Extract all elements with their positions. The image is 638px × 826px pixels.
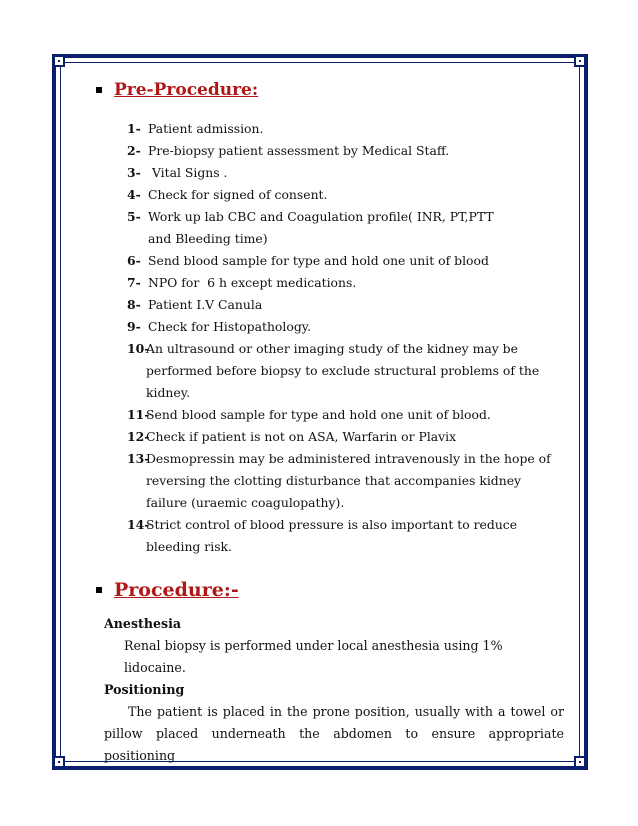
item-text: Pre-biopsy patient assessment by Medical Staff. — [148, 143, 450, 158]
item-number: 2- — [127, 143, 141, 158]
anesthesia-title: Anesthesia — [104, 616, 182, 631]
item-text: Check for Histopathology. — [148, 319, 312, 334]
item-text: NPO for 6 h except medications. — [148, 275, 357, 290]
positioning-title: Positioning — [104, 682, 185, 697]
list-item — [127, 250, 557, 272]
border-corner-ornament — [53, 55, 65, 67]
border-corner-ornament — [574, 55, 586, 67]
procedure-header — [96, 579, 239, 601]
item-number: 11- — [127, 407, 150, 422]
procedure-heading: Procedure:- — [114, 579, 239, 601]
square-bullet-icon — [96, 587, 102, 593]
item-number: 4- — [127, 187, 141, 202]
border-corner-ornament — [574, 756, 586, 768]
list-item — [127, 272, 557, 294]
item-number: 10- — [127, 341, 150, 356]
item-number: 14- — [127, 517, 150, 532]
item-number: 8- — [127, 297, 141, 312]
list-item — [127, 404, 557, 426]
list-item — [127, 184, 557, 206]
square-bullet-icon — [96, 87, 102, 93]
pre-procedure-heading: Pre-Procedure: — [114, 80, 259, 100]
item-number: 6- — [127, 253, 141, 268]
list-item — [127, 426, 557, 448]
item-text: Work up lab CBC and Coagulation profile( INR, PT,PTT and Bleeding time) — [148, 209, 494, 246]
item-number: 12- — [127, 429, 150, 444]
list-item — [127, 338, 557, 404]
item-text: Patient I.V Canula — [148, 297, 263, 312]
item-number: 9- — [127, 319, 141, 334]
item-text: Patient admission. — [148, 121, 264, 136]
item-text: Vital Signs . — [148, 165, 228, 180]
border-corner-ornament — [53, 756, 65, 768]
pre-procedure-list — [127, 118, 557, 558]
item-text: Desmopressin may be administered intravenously in the hope of reversing the clotting disturbance that accompanies kidney failure (uraemic coagulopathy). — [146, 451, 551, 510]
list-item — [127, 118, 557, 140]
positioning-text: The patient is placed in the prone position, usually with a towel or pillow placed underneath the abdomen to ensure appropriate positioning — [104, 704, 564, 763]
list-item — [127, 162, 557, 184]
list-item — [127, 448, 557, 514]
item-number: 5- — [127, 209, 141, 224]
item-text: Check for signed of consent. — [148, 187, 328, 202]
list-item — [127, 316, 557, 338]
item-number: 3- — [127, 165, 141, 180]
item-text: Send blood sample for type and hold one unit of blood — [148, 253, 489, 268]
list-item — [127, 294, 557, 316]
pre-procedure-header — [96, 80, 258, 100]
list-item — [127, 206, 557, 250]
item-number: 13- — [127, 451, 150, 466]
item-text: Strict control of blood pressure is also important to reduce bleeding risk. — [146, 517, 518, 554]
list-item — [127, 514, 557, 558]
item-text: Check if patient is not on ASA, Warfarin or Plavix — [146, 429, 457, 444]
item-text: Send blood sample for type and hold one unit of blood. — [146, 407, 491, 422]
item-text: An ultrasound or other imaging study of the kidney may be performed before biopsy to exclude structural problems of the kidney. — [146, 341, 540, 400]
item-number: 7- — [127, 275, 141, 290]
list-item — [127, 140, 557, 162]
anesthesia-text: Renal biopsy is performed under local anesthesia using 1% lidocaine. — [124, 638, 503, 675]
item-number: 1- — [127, 121, 141, 136]
procedure-body — [104, 613, 564, 767]
